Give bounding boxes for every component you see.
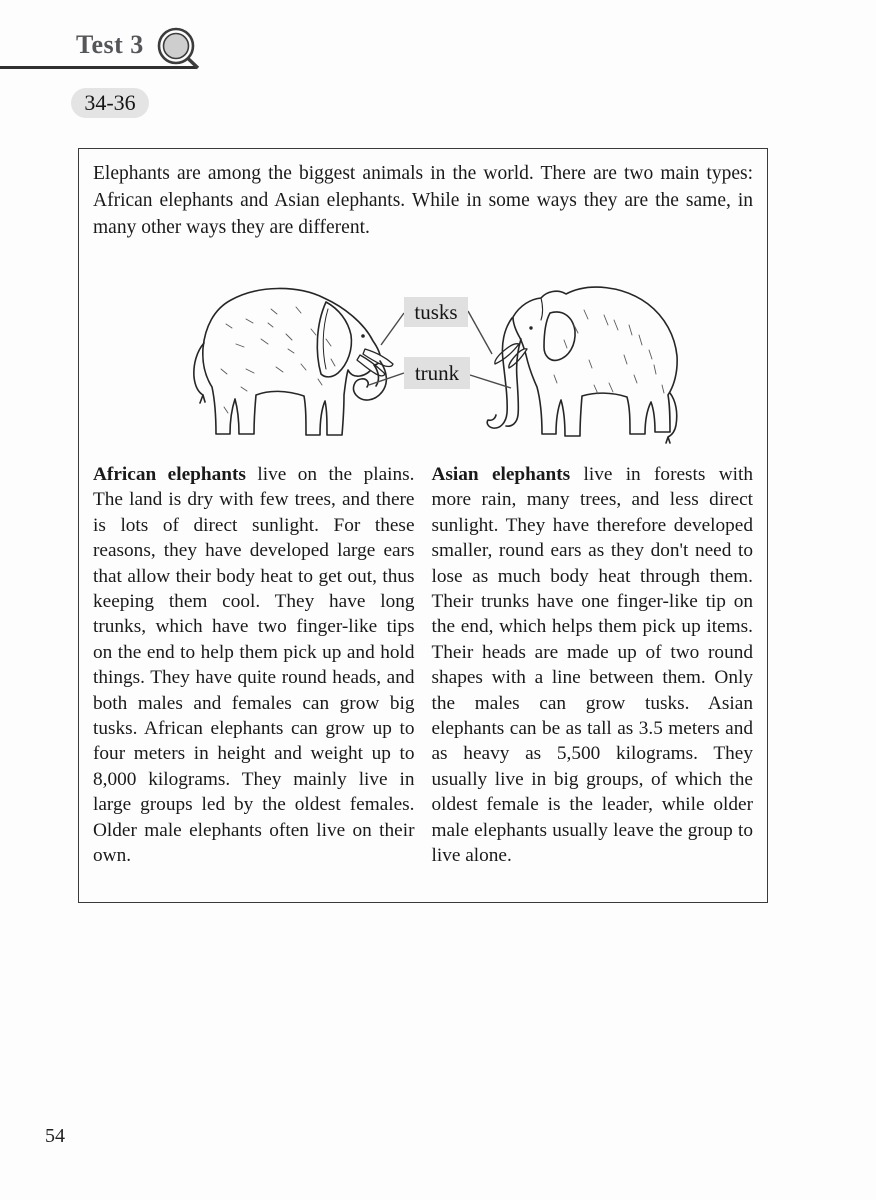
asian-elephants-body: live in forests with more rain, many trees, and less direct sunlight. They have therefore developed smaller, round ears as they don't need to lose as much body heat through them. Their trunks have one finger-like tip on the end, which helps them pick up items. Their heads are made up of two round shapes with a line between them. Only the males can grow tusks. Asian elephants can be as tall as 3.5 meters and as heavy as 5,500 kilograms. They usually live in big groups, of which the oldest female is the leader, while older male elephants usually leave the group to live alone.	[431, 464, 753, 867]
passage-box	[78, 148, 768, 903]
african-elephants-body: live on the plains. The land is dry with few trees, and there is lots of direct sunlight. For these reasons, they have developed large ears that allow their body heat to get out, thus keeping them cool. They have long trunks, which have two finger-like tips on the end to help them pick up and hold things. They have quite round heads, and both males and females can grow big tusks. African elephants can grow up to four meters in height and weight up to 8,000 kilograms. They mainly live in large groups led by the oldest females. Older male elephants often live on their own.	[93, 464, 415, 867]
african-elephant-illustration	[194, 288, 393, 435]
page-title: Test 3	[76, 30, 144, 59]
african-elephants-column	[93, 462, 415, 869]
intro-paragraph: Elephants are among the biggest animals in the world. There are two main types: African elephants and Asian elephants. While in some ways they are the same, in many other ways they are different.	[93, 163, 753, 238]
comparison-columns	[93, 462, 753, 869]
elephant-diagram	[93, 251, 753, 458]
trunk-label-text: trunk	[414, 361, 460, 385]
magnifier-icon	[153, 24, 203, 74]
tusks-label	[404, 297, 468, 327]
asian-elephants-lead: Asian elephants	[431, 464, 571, 485]
asian-elephants-column	[432, 462, 754, 869]
african-elephants-lead: African elephants	[93, 464, 246, 485]
page-number: 54	[45, 1125, 65, 1147]
question-range-badge: 34-36	[71, 88, 149, 118]
tusks-line-right	[468, 311, 492, 354]
tusks-label-text: tusks	[414, 300, 458, 324]
trunk-label	[404, 357, 470, 389]
asian-elephant-illustration	[487, 287, 677, 443]
tusks-line-left	[381, 313, 404, 345]
